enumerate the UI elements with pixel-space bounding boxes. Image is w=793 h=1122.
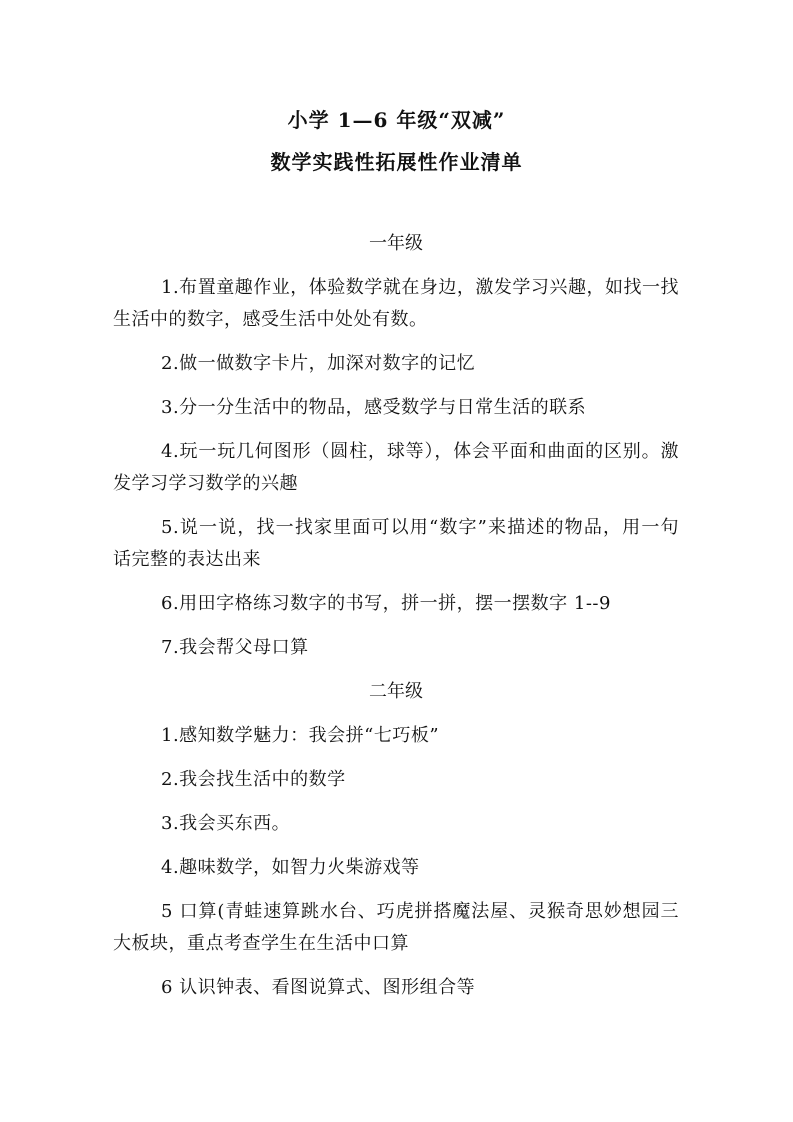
list-item: 4.玩一玩几何图形（圆柱，球等），体会平面和曲面的区别。激发学习学习数学的兴趣	[113, 441, 679, 494]
list-item: 2.做一做数字卡片，加深对数字的记忆	[161, 353, 476, 374]
document-title-line1: 小学 1—6 年级“双减”	[287, 108, 506, 132]
list-item: 5.说一说，找一找家里面可以用“数字”来描述的物品，用一句话完整的表达出来	[113, 517, 679, 570]
document-title-line2: 数学实践性拓展性作业清单	[270, 150, 523, 174]
list-item: 1.布置童趣作业，体验数学就在身边，激发学习兴趣，如找一找生活中的数字，感受生活中处处有数。	[113, 277, 679, 330]
list-item: 5 口算(青蛙速算跳水台、巧虎拼搭魔法屋、灵猴奇思妙想园三大板块，重点考查学生在生活中口算	[113, 901, 679, 954]
list-item: 3.分一分生活中的物品，感受数学与日常生活的联系	[161, 397, 587, 418]
list-item: 4.趣味数学，如智力火柴游戏等	[161, 857, 420, 878]
list-item: 1.感知数学魅力：我会拼“七巧板”	[161, 725, 440, 746]
list-item: 2.我会找生活中的数学	[161, 769, 346, 790]
section-heading-grade-2: 二年级	[369, 681, 423, 702]
document-body	[113, 228, 679, 1016]
section-heading-grade-1: 一年级	[369, 233, 423, 254]
list-item: 6.用田字格练习数字的书写，拼一拼，摆一摆数字 1--9	[161, 593, 611, 614]
list-item: 7.我会帮父母口算	[161, 637, 309, 658]
list-item: 3.我会买东西。	[161, 813, 291, 834]
list-item: 6 认识钟表、看图说算式、图形组合等	[161, 977, 476, 998]
